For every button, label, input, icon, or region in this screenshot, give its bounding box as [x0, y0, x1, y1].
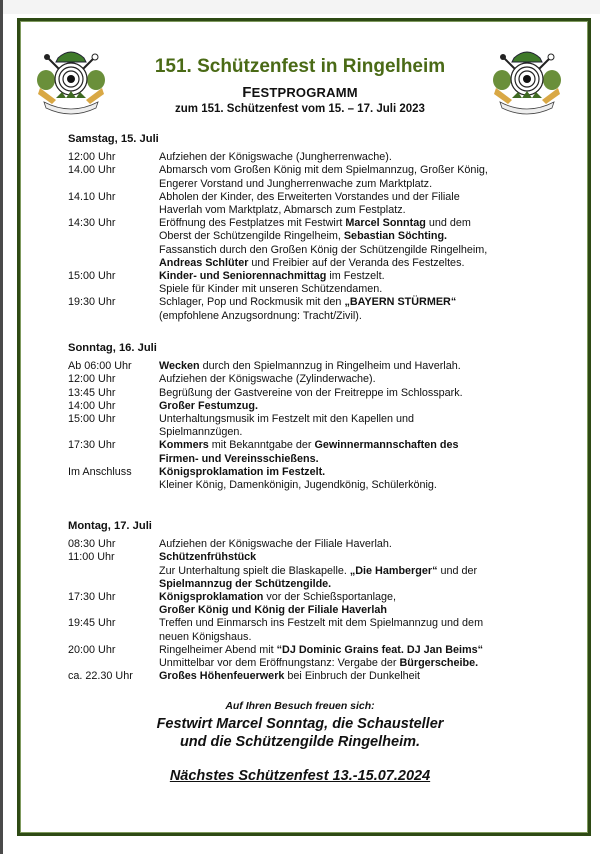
- entry-description: [159, 466, 548, 492]
- entry-description: [159, 151, 548, 164]
- highlight-text: Wecken: [159, 360, 200, 373]
- schedule-entry: [68, 164, 548, 190]
- text-segment: Spiele für Kinder mit unseren Schützendamen.: [159, 283, 383, 296]
- day-section-saturday: [68, 133, 548, 323]
- highlight-text: Sebastian Söchting.: [343, 230, 448, 243]
- schedule-entry: [68, 400, 548, 413]
- highlight-text: „Die Hamberger“: [349, 564, 438, 577]
- highlight-text: Firmen- und Vereinsschießens.: [159, 452, 319, 465]
- highlight-text: Bürgerscheibe.: [399, 657, 479, 670]
- highlight-text: Großer Festumzug.: [159, 399, 258, 412]
- text-segment: Begrüßung der Gastvereine von der Freitreppe im Schlosspark.: [159, 386, 463, 399]
- text-segment: Aufziehen der Königswache der Filiale Haverlah.: [159, 538, 392, 551]
- schedule-entry: [68, 551, 548, 591]
- description-line: [159, 283, 548, 296]
- text-segment: Haverlah vom Marktplatz, Abmarsch zum Festplatz.: [159, 204, 406, 217]
- schedule-entry: [68, 270, 548, 296]
- entry-description: [159, 551, 548, 591]
- highlight-text: Spielmannzug der Schützengilde.: [159, 577, 332, 590]
- description-line: [159, 657, 548, 670]
- text-segment: Aufziehen der Königswache (Jungherrenwache).: [159, 151, 392, 164]
- highlight-text: „BAYERN STÜRMER“: [344, 296, 457, 309]
- program-heading-initial: F: [242, 84, 252, 101]
- entry-time: 20:00 Uhr: [68, 643, 116, 656]
- entry-description: [159, 217, 548, 270]
- entry-description: [159, 617, 548, 643]
- schedule-entry: [68, 360, 548, 373]
- schedule-entry: [68, 387, 548, 400]
- entry-time: 15:00 Uhr: [68, 413, 116, 426]
- entry-time: 14.10 Uhr: [68, 190, 116, 203]
- text-segment: Fassanstich durch den Großen König der Schützengilde Ringelheim,: [159, 243, 488, 256]
- page-title: 151. Schützenfest in Ringelheim: [154, 56, 446, 77]
- entry-description: [159, 400, 548, 413]
- entry-time: 13:45 Uhr: [68, 386, 116, 399]
- description-line: [159, 466, 548, 479]
- entry-time: Im Anschluss: [68, 465, 132, 478]
- highlight-text: Andreas Schlüter: [159, 256, 249, 269]
- description-line: [159, 217, 548, 230]
- entry-time: 17:30 Uhr: [68, 439, 116, 452]
- description-line: [159, 191, 548, 204]
- text-segment: im Festzelt.: [326, 270, 385, 283]
- description-line: [159, 178, 548, 191]
- schedule-entry: [68, 466, 548, 492]
- text-segment: Abholen der Kinder, des Erweiterten Vorstandes und der Filiale: [159, 190, 460, 203]
- text-segment: durch den Spielmannzug in Ringelheim und Haverlah.: [199, 360, 461, 373]
- text-segment: Oberst der Schützengilde Ringelheim,: [159, 230, 344, 243]
- entry-time: Ab 06:00 Uhr: [68, 360, 132, 373]
- description-line: [159, 244, 548, 257]
- day-section-monday: [68, 520, 548, 683]
- program-heading: [0, 84, 600, 101]
- description-line: [159, 591, 548, 604]
- description-line: [159, 151, 548, 164]
- closing-hosts-line: Festwirt Marcel Sonntag, die Schausteller: [156, 716, 444, 732]
- entry-description: [159, 164, 548, 190]
- description-line: [159, 453, 548, 466]
- description-line: [159, 387, 548, 400]
- entry-time: 17:30 Uhr: [68, 591, 116, 604]
- entry-time: 12:00 Uhr: [68, 151, 116, 164]
- text-segment: Unterhaltungsmusik im Festzelt mit den Kapellen und: [159, 413, 415, 426]
- text-segment: Abmarsch vom Großen König mit dem Spielmannzug, Großer König,: [159, 164, 488, 177]
- text-segment: Kleiner König, Damenkönigin, Jugendkönig, Schülerkönig.: [159, 479, 437, 492]
- description-line: [159, 230, 548, 243]
- entry-description: [159, 538, 548, 551]
- entry-time: 15:00 Uhr: [68, 270, 116, 283]
- entry-description: [159, 591, 548, 617]
- entry-time: 08:30 Uhr: [68, 538, 116, 551]
- day-section-sunday: [68, 342, 548, 492]
- entry-description: [159, 670, 548, 683]
- description-line: [159, 310, 548, 323]
- text-segment: Engerer Vorstand und Jungherrenwache zum Marktplatz.: [159, 177, 433, 190]
- schedule-entry: [68, 413, 548, 439]
- description-line: [159, 551, 548, 564]
- description-line: [159, 538, 548, 551]
- schedule-entry: [68, 373, 548, 386]
- description-line: [159, 565, 548, 578]
- highlight-text: Gewinnermannschaften des: [314, 439, 459, 452]
- entry-description: [159, 439, 548, 465]
- schedule-entry: [68, 644, 548, 670]
- highlight-text: Schützenfrühstück: [159, 551, 257, 564]
- description-line: [159, 479, 548, 492]
- next-event-notice: Nächstes Schützenfest 13.-15.07.2024: [169, 768, 431, 784]
- schedule-entry: [68, 670, 548, 683]
- description-line: [159, 373, 548, 386]
- text-segment: Unmittelbar vor dem Eröffnungstanz: Vergabe der: [159, 657, 400, 670]
- text-segment: Treffen und Einmarsch ins Festzelt mit dem Spielmannzug und dem: [159, 617, 484, 630]
- highlight-text: Marcel Sonntag: [345, 217, 426, 230]
- description-line: [159, 270, 548, 283]
- description-line: [159, 670, 548, 683]
- entry-description: [159, 387, 548, 400]
- entry-description: [159, 270, 548, 296]
- description-line: [159, 578, 548, 591]
- description-line: [159, 204, 548, 217]
- schedule-entry: [68, 151, 548, 164]
- viewer-top-edge: [0, 0, 600, 14]
- highlight-text: Großes Höhenfeuerwerk: [159, 670, 285, 683]
- text-segment: Aufziehen der Königswache (Zylinderwache).: [159, 373, 376, 386]
- schedule-entry: [68, 538, 548, 551]
- entry-time: ca. 22.30 Uhr: [68, 670, 133, 683]
- entry-description: [159, 644, 548, 670]
- entry-time: 12:00 Uhr: [68, 373, 116, 386]
- highlight-text: “DJ Dominic Grains feat. DJ Jan Beims“: [276, 643, 484, 656]
- entry-time: 19:45 Uhr: [68, 617, 116, 630]
- schedule-entry: [68, 217, 548, 270]
- description-line: [159, 617, 548, 630]
- description-line: [159, 439, 548, 452]
- program-heading-rest: ESTPROGRAMM: [251, 85, 358, 100]
- text-segment: (empfohlene Anzugsordnung: Tracht/Zivil).: [159, 309, 362, 322]
- text-segment: mit Bekanntgabe der: [208, 439, 315, 452]
- description-line: [159, 257, 548, 270]
- text-segment: Spielmannzügen.: [159, 426, 243, 439]
- text-segment: Zur Unterhaltung spielt die Blaskapelle.: [159, 564, 350, 577]
- text-segment: Eröffnung des Festplatzes mit Festwirt: [159, 217, 346, 230]
- description-line: [159, 360, 548, 373]
- entry-time: 14.00 Uhr: [68, 164, 116, 177]
- text-segment: und Freibier auf der Veranda des Festzeltes.: [248, 256, 465, 269]
- description-line: [159, 631, 548, 644]
- highlight-text: Kinder- und Seniorennachmittag: [159, 270, 327, 283]
- text-segment: Ringelheimer Abend mit: [159, 643, 277, 656]
- text-segment: und der: [437, 564, 478, 577]
- highlight-text: Königsproklamation im Festzelt.: [159, 465, 326, 478]
- text-segment: neuen Königshaus.: [159, 630, 252, 643]
- entry-description: [159, 191, 548, 217]
- schedule-entry: [68, 296, 548, 322]
- entry-description: [159, 413, 548, 439]
- entry-time: 14:00 Uhr: [68, 399, 116, 412]
- description-line: [159, 296, 548, 309]
- description-line: [159, 400, 548, 413]
- closing-intro: Auf Ihren Besuch freuen sich:: [225, 700, 375, 712]
- description-line: [159, 644, 548, 657]
- description-line: [159, 164, 548, 177]
- entry-description: [159, 373, 548, 386]
- description-line: [159, 604, 548, 617]
- text-segment: und dem: [425, 217, 471, 230]
- day-title: Montag, 17. Juli: [68, 520, 152, 532]
- schedule-entry: [68, 191, 548, 217]
- day-title: Sonntag, 16. Juli: [68, 342, 157, 354]
- closing-hosts: [0, 715, 600, 751]
- event-dates: zum 151. Schützenfest vom 15. – 17. Juli 2023: [175, 103, 425, 115]
- highlight-text: Königsproklamation: [159, 591, 264, 604]
- text-segment: bei Einbruch der Dunkelheit: [284, 670, 421, 683]
- description-line: [159, 426, 548, 439]
- closing-hosts-line: und die Schützengilde Ringelheim.: [179, 734, 421, 750]
- highlight-text: Kommers: [159, 439, 209, 452]
- schedule-entry: [68, 591, 548, 617]
- day-title: Samstag, 15. Juli: [68, 133, 159, 145]
- text-segment: vor der Schießsportanlage,: [263, 591, 397, 604]
- entry-description: [159, 360, 548, 373]
- highlight-text: Großer König und König der Filiale Haverlah: [159, 604, 387, 617]
- schedule-entry: [68, 439, 548, 465]
- description-line: [159, 413, 548, 426]
- entry-time: 19:30 Uhr: [68, 296, 116, 309]
- schedule-entry: [68, 617, 548, 643]
- entry-time: 11:00 Uhr: [68, 551, 115, 564]
- entry-description: [159, 296, 548, 322]
- text-segment: Schlager, Pop und Rockmusik mit den: [159, 296, 345, 309]
- entry-time: 14:30 Uhr: [68, 217, 116, 230]
